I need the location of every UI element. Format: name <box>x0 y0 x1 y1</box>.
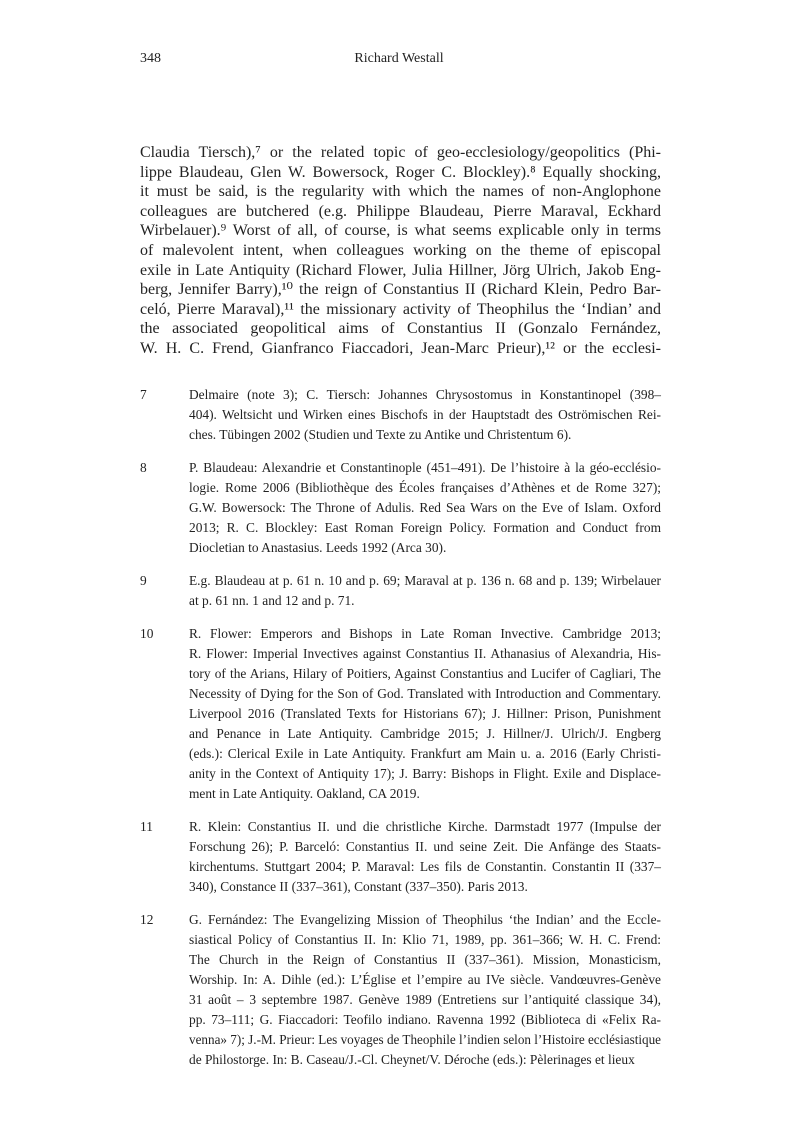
footnote-line: logie. Rome 2006 (Bibliothèque des Écoles françaises d’Athènes et de Rome 327); <box>189 479 661 495</box>
footnote-line: Worship. In: A. Dihle (ed.): L’Église et l’empire au IVe siècle. Vandœuvres-Genève <box>189 971 661 987</box>
footnote-line: 340), Constance II (337–361), Constant (337–350). Paris 2013. <box>189 878 528 894</box>
footnote <box>140 458 661 558</box>
footnotes <box>140 385 661 1070</box>
footnote-number: 11 <box>140 818 153 834</box>
footnote-line: Liverpool 2016 (Translated Texts for Historians 67); J. Hillner: Prison, Punishment <box>189 705 661 721</box>
footnote-line: kirchentums. Stuttgart 2004; P. Maraval: Les fils de Constantin. Constantin II (337– <box>189 858 661 874</box>
body-text <box>140 143 661 359</box>
text-flow <box>140 143 661 1083</box>
footnote-line: Diocletian to Anastasius. Leeds 1992 (Arca 30). <box>189 539 447 555</box>
footnote-line: siastical Policy of Constantius II. In: Klio 71, 1989, pp. 361–366; W. H. C. Frend: <box>189 931 661 947</box>
body-line: W. H. C. Frend, Gianfranco Fiaccadori, Jean-Marc Prieur),¹² or the ecclesi- <box>140 339 661 357</box>
footnote-line: R. Flower: Emperors and Bishops in Late Roman Invective. Cambridge 2013; <box>189 625 661 641</box>
footnote-line: G. Fernández: The Evangelizing Mission of Theophilus ‘the Indian’ and the Eccle- <box>189 911 661 927</box>
body-line: berg, Jennifer Barry),¹⁰ the reign of Constantius II (Richard Klein, Pedro Bar- <box>140 281 661 299</box>
body-line: lippe Blaudeau, Glen W. Bowersock, Roger C. Blockley).⁸ Equally shocking, <box>140 163 661 181</box>
page-number: 348 <box>140 51 161 66</box>
body-line: Claudia Tiersch),⁷ or the related topic of geo-ecclesiology/geopolitics (Phi- <box>140 144 661 161</box>
footnote-number: 10 <box>140 625 154 641</box>
footnote-number: 12 <box>140 911 154 927</box>
body-line: Wirbelauer).⁹ Worst of all, of course, is what seems explicable only in terms <box>140 222 661 240</box>
footnote-line: Delmaire (note 3); C. Tiersch: Johannes Chrysostomus in Konstantinopel (398– <box>189 386 661 402</box>
footnote-line: E.g. Blaudeau at p. 61 n. 10 and p. 69; Maraval at p. 136 n. 68 and p. 139; Wirbelauer <box>189 572 661 588</box>
body-line: exile in Late Antiquity (Richard Flower, Julia Hillner, Jörg Ulrich, Jakob Eng- <box>140 261 661 279</box>
footnote-line: ment in Late Antiquity. Oakland, CA 2019. <box>189 785 420 801</box>
footnote-line: 404). Weltsicht und Wirken eines Bischofs in der Hauptstadt des Oströmischen Rei- <box>189 406 661 422</box>
body-line: of malevolent intent, when colleagues working on the theme of episcopal <box>140 241 661 259</box>
footnote-line: Necessity of Dying for the Son of God. Translated with Introduction and Commentary. <box>189 685 661 701</box>
footnote-line: de Philostorge. In: B. Caseau/J.-Cl. Cheynet/V. Déroche (eds.): Pèlerinages et lieux <box>189 1051 635 1067</box>
body-line: celó, Pierre Maraval),¹¹ the missionary activity of Theophilus the ‘Indian’ and <box>140 300 661 318</box>
footnote <box>140 910 661 1070</box>
footnote <box>140 571 661 611</box>
footnote-number: 8 <box>140 459 147 475</box>
footnote-line: The Church in the Reign of Constantius II (337–361). Mission, Monasticism, <box>189 951 661 967</box>
footnote-line: R. Flower: Imperial Invectives against Constantius II. Athanasius of Alexandria, His- <box>189 645 661 661</box>
footnote-line: 31 août – 3 septembre 1987. Genève 1989 (Entretiens sur l’antiquité classique 34), <box>189 991 661 1007</box>
footnote-line: pp. 73–111; G. Fiaccadori: Teofilo indiano. Ravenna 1992 (Biblioteca di «Felix Ra- <box>189 1011 661 1027</box>
footnote-line: tory of the Arians, Hilary of Poitiers, Against Constantius and Lucifer of Cagliari, The <box>189 665 661 681</box>
footnote-line: 2013; R. C. Blockley: East Roman Foreign Policy. Formation and Conduct from <box>189 519 661 535</box>
footnote <box>140 624 661 804</box>
running-head: Richard Westall <box>354 51 444 66</box>
footnote-number: 7 <box>140 386 147 402</box>
footnote-line: ches. Tübingen 2002 (Studien und Texte zu Antike und Christentum 6). <box>189 426 572 442</box>
footnote-line: and Penance in Late Antiquity. Cambridge 2015; J. Hillner/J. Ulrich/J. Engberg <box>189 725 661 741</box>
footnote-line: G.W. Bowersock: The Throne of Adulis. Red Sea Wars on the Eve of Islam. Oxford <box>189 499 661 515</box>
footnote-line: P. Blaudeau: Alexandrie et Constantinople (451–491). De l’histoire à la géo-ecclésio- <box>189 459 661 475</box>
footnote-line: anity in the Context of Antiquity 17); J. Barry: Bishops in Flight. Exile and Displace- <box>189 765 661 781</box>
footnote-number: 9 <box>140 572 147 588</box>
footnote <box>140 817 661 897</box>
body-line: it must be said, is the regularity with which the names of non-Anglophone <box>140 183 661 201</box>
footnote <box>140 385 661 445</box>
body-line: colleagues are butchered (e.g. Philippe Blaudeau, Pierre Maraval, Eckhard <box>140 202 661 220</box>
footnote-line: venna» 7); J.-M. Prieur: Les voyages de Theophile l’indien selon l’Histoire ecclésiastique <box>189 1031 661 1047</box>
footnote-line: (eds.): Clerical Exile in Late Antiquity. Frankfurt am Main u. a. 2016 (Early Christi- <box>189 745 661 761</box>
footnote-line: at p. 61 nn. 1 and 12 and p. 71. <box>189 592 355 608</box>
body-line: the associated geopolitical aims of Constantius II (Gonzalo Fernández, <box>140 320 661 338</box>
footnote-line: Forschung 26); P. Barceló: Constantius II. und seine Zeit. Die Anfänge des Staats- <box>189 838 661 854</box>
footnote-line: R. Klein: Constantius II. und die christliche Kirche. Darmstadt 1977 (Impulse der <box>189 818 661 834</box>
